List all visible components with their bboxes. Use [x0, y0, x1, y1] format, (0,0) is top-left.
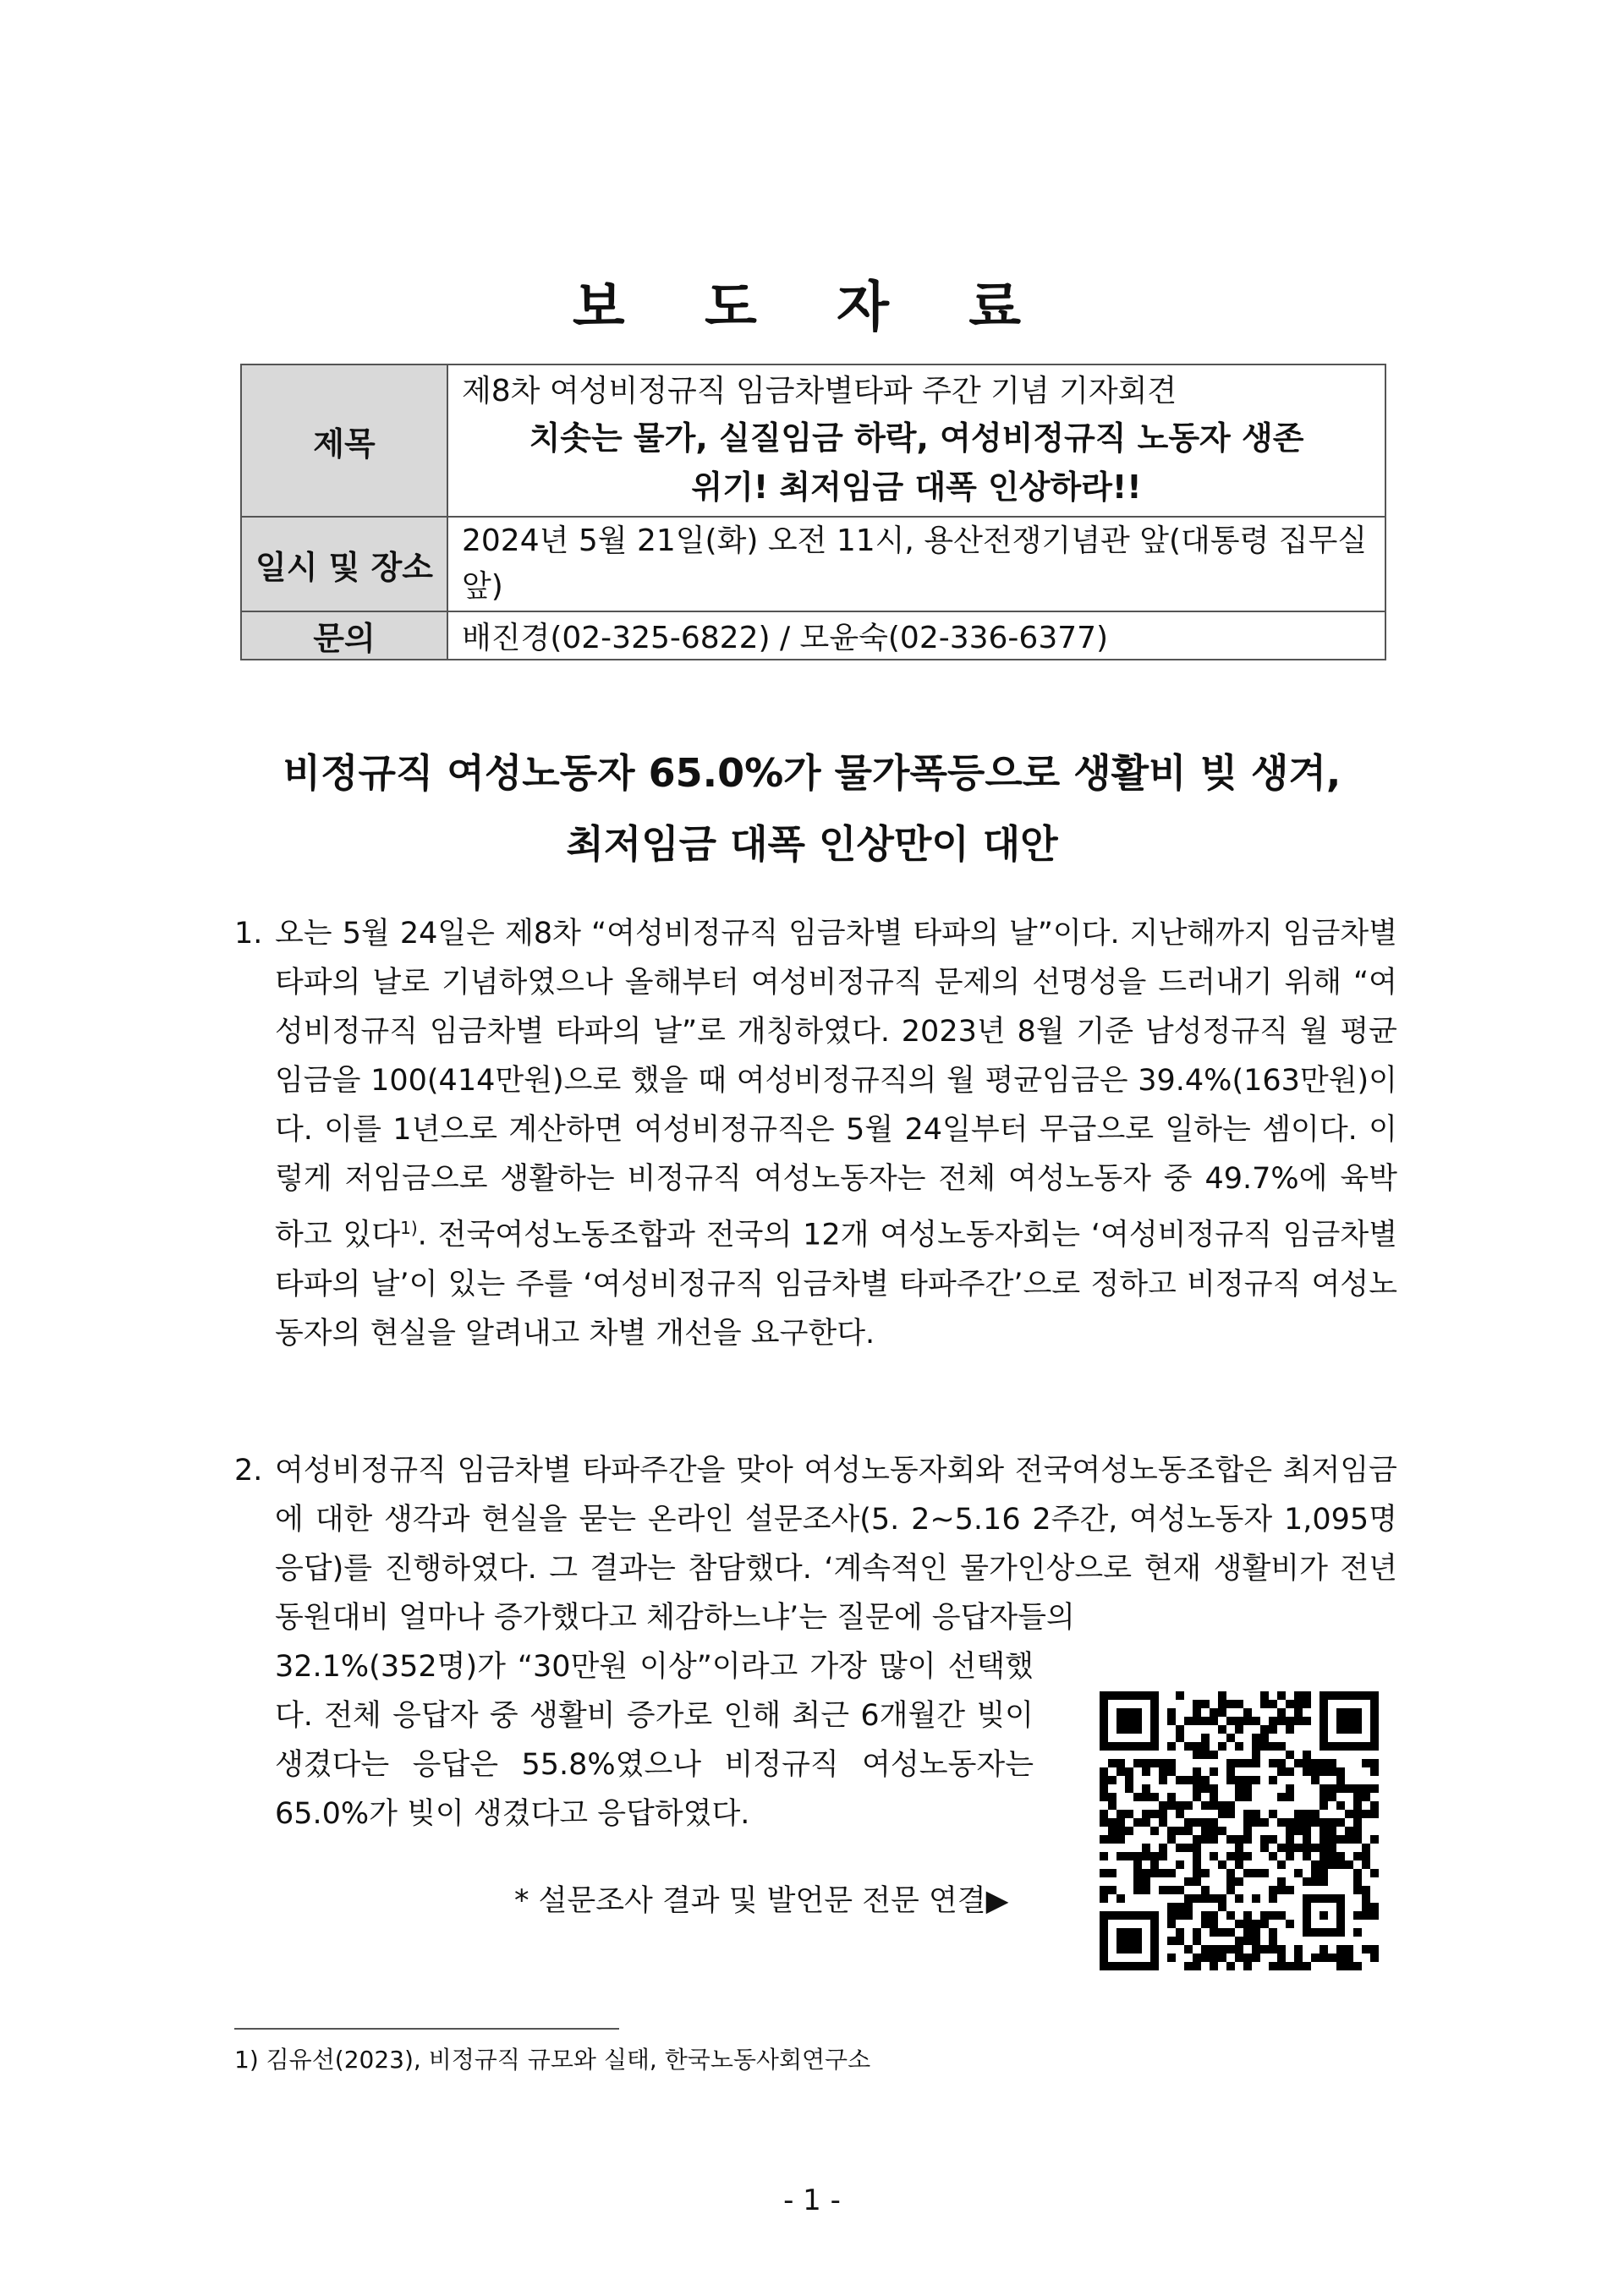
footnote-ref[interactable]: 1): [400, 1218, 418, 1238]
subject-event: 제8차 여성비정규직 임금차별타파 주간 기념 기자회견: [462, 374, 1177, 408]
place-value: 2024년 5월 21일(화) 오전 11시, 용산전쟁기념관 앞(대통령 집무실 앞): [447, 517, 1385, 611]
place-label: 일시 및 장소: [241, 517, 447, 611]
paragraph-2-body: 여성비정규직 임금차별 타파주간을 맞아 여성노동자회와 전국여성노동조합은 최저임금에 대한 생각과 현실을 묻는 온라인 설문조사(5. 2~5.16 2주간, 여성노동자 1,095명 응답)를 진행하였다. 그 결과는 참담했다. ‘계속적인 물가인상으로 현재 생활비가 전년 동원대비 얼마나 증가했다고 체감하느냐’는 질문에 응답자들의: [275, 1454, 1397, 1635]
survey-link-text[interactable]: * 설문조사 결과 및 발언문 전문 연결▶: [514, 1884, 1009, 1918]
paragraph-1-body: 오는 5월 24일은 제8차 “여성비정규직 임금차별 타파의 날”이다. 지난해까지 임금차별 타파의 날로 기념하였으나 올해부터 여성비정규직 문제의 선명성을 드러내기 위해 “여성비정규직 임금차별 타파의 날”로 개칭하였다. 2023년 8월 기준 남성정규직 월 평균임금을 100(414만원)으로 했을 때 여성비정규직의 월 평균임금은 39.4%(163만원)이다. 이를 1년으로 계산하면 여성비정규직은 5월 24일부터 무급으로 일하는 셈이다. 이렇게 저임금으로 생활하는 비정규직 여성노동자는 전체 여성노동자 중 49.7%에 육박하고 있다: [275, 917, 1397, 1252]
qr-code-icon[interactable]: [1100, 1691, 1379, 1970]
paragraph-number: 2.: [234, 1454, 263, 1488]
paragraph-2-body-continued: 32.1%(352명)가 “30만원 이상”이라고 가장 많이 선택했다. 전체 응답자 중 생활비 증가로 인해 최근 6개월간 빚이 생겼다는 응답은 55.8%였으나 비정규직 여성노동자는 65.0%가 빚이 생겼다고 응답하였다.: [275, 1650, 1034, 1831]
subject-cell: [447, 364, 1385, 517]
subject-label: 제목: [241, 364, 447, 517]
paragraph-2: [234, 1446, 1397, 1642]
paragraph-1-end: . 전국여성노동조합과 전국의 12개 여성노동자회는 ‘여성비정규직 임금차별 타파의 날’이 있는 주를 ‘여성비정규직 임금차별 타파주간’으로 정하고 비정규직 여성노동자의 현실을 알려내고 차별 개선을 요구한다.: [275, 1218, 1397, 1351]
headline-line-2: 최저임금 대폭 인상만이 대안: [566, 821, 1058, 867]
contact-value: 배진경(02-325-6822) / 모윤숙(02-336-6377): [447, 611, 1385, 660]
subject-headline-2: 위기! 최저임금 대폭 인상하라!!: [691, 469, 1142, 506]
press-headline: [0, 737, 1624, 879]
footnote: 1) 김유선(2023), 비정규직 규모와 실태, 한국노동사회연구소: [234, 2046, 871, 2074]
subject-headline-1: 치솟는 물가, 실질임금 하락, 여성비정규직 노동자 생존: [529, 419, 1304, 457]
subject-row: [241, 364, 1385, 517]
contact-row: [241, 611, 1385, 660]
paragraph-2-continued: [234, 1642, 1034, 1838]
paragraph-text: [275, 909, 1397, 1358]
document-title: 보 도 자 료: [572, 277, 1052, 339]
place-row: [241, 517, 1385, 611]
page-number: - 1 -: [783, 2184, 841, 2217]
contact-label: 문의: [241, 611, 447, 660]
paragraph-number: 1.: [234, 917, 263, 951]
paragraph-1: [234, 909, 1397, 1358]
info-table: [240, 364, 1386, 660]
footnote-divider: [234, 2028, 619, 2030]
headline-line-1: 비정규직 여성노동자 65.0%가 물가폭등으로 생활비 빚 생겨,: [283, 750, 1341, 796]
